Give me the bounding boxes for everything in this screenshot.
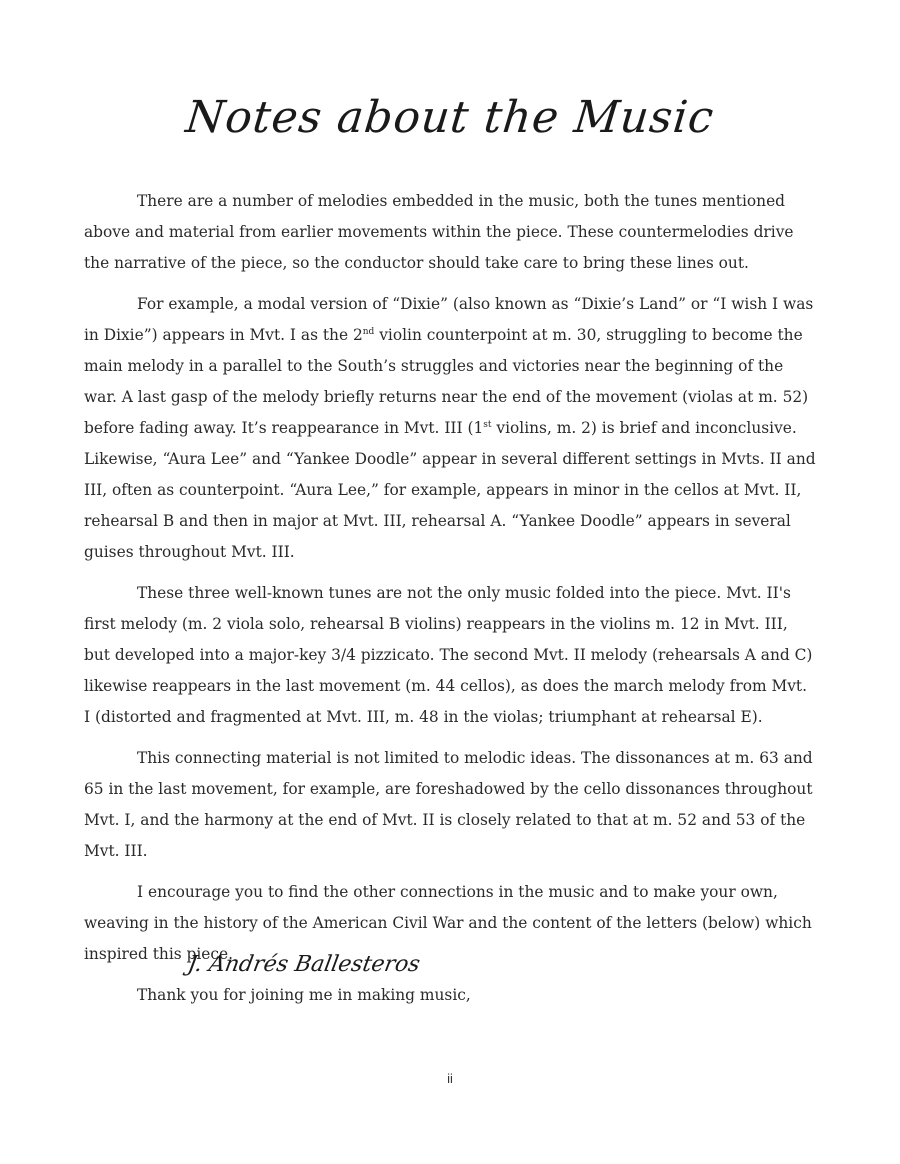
signature: J. Andrés Ballesteros xyxy=(185,952,422,977)
closing-line: Thank you for joining me in making music, xyxy=(137,986,471,1004)
page-title: Notes about the Music xyxy=(183,92,717,143)
body-text xyxy=(84,186,816,1011)
paragraph-2: For example, a modal version of “Dixie” (also known as “Dixie’s Land” or “I wish I was in Dixie”) appears in Mvt. I as the 2nd violin counterpoint at m. 30, struggling to become the main melody in a parallel to the South’s struggles and victories near the beginning of the war. A last gasp of the melody briefly returns near the end of the movement (violas at m. 52) before fading away. It’s reappearance in Mvt. III (1st violins, m. 2) is brief and inconclusive. Likewise, “Aura Lee” and “Yankee Doodle” appear in several different settings in Mvts. II and III, often as counterpoint. “Aura Lee,” for example, appears in minor in the cellos at Mvt. II, rehearsal B and then in major at Mvt. III, rehearsal A. “Yankee Doodle” appears in several guises throughout Mvt. III. xyxy=(84,295,816,561)
paragraph-5: I encourage you to find the other connections in the music and to make your own, weaving in the history of the American Civil War and the content of the letters (below) which inspired this piece. xyxy=(84,883,812,963)
paragraph-1: There are a number of melodies embedded in the music, both the tunes mentioned above and material from earlier movements within the piece. These countermelodies drive the narrative of the piece, so the conductor should take care to bring these lines out. xyxy=(84,192,794,272)
ordinal-suffix: st xyxy=(483,419,492,430)
paragraph-4: This connecting material is not limited to melodic ideas. The dissonances at m. 63 and 65 in the last movement, for example, are foreshadowed by the cello dissonances throughout Mvt. I, and the harmony at the end of Mvt. II is closely related to that at m. 52 and 53 of the Mvt. III. xyxy=(84,749,813,860)
paragraph-3: These three well-known tunes are not the only music folded into the piece. Mvt. II's first melody (m. 2 viola solo, rehearsal B violins) reappears in the violins m. 12 in Mvt. III, but developed into a major-key 3/4 pizzicato. The second Mvt. II melody (rehearsals A and C) likewise reappears in the last movement (m. 44 cellos), as does the march melody from Mvt. I (distorted and fragmented at Mvt. III, m. 48 in the violas; triumphant at rehearsal E). xyxy=(84,584,813,726)
ordinal-suffix: nd xyxy=(362,326,375,337)
page-number: ii xyxy=(447,1071,453,1086)
